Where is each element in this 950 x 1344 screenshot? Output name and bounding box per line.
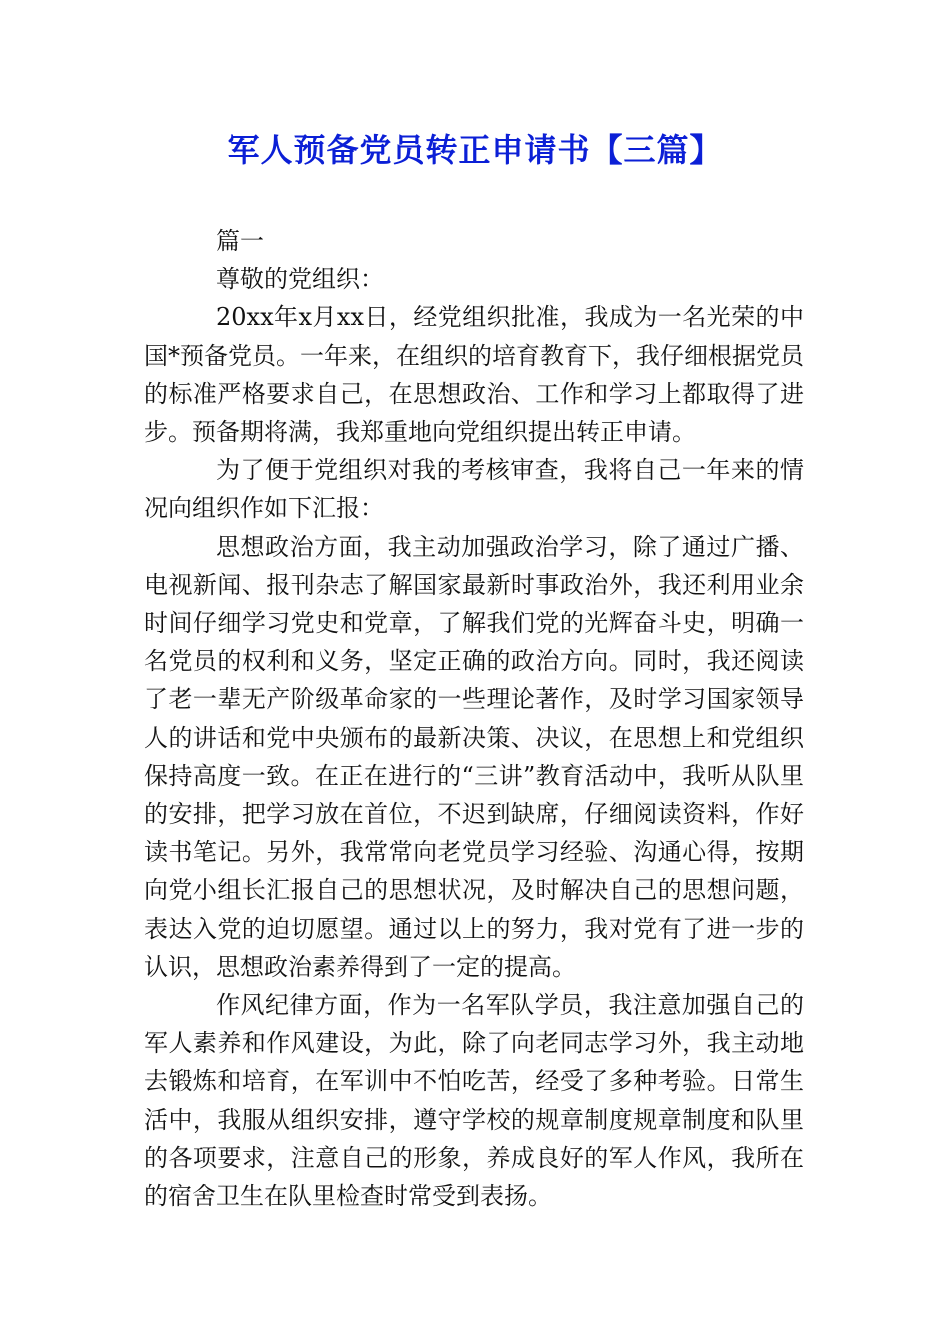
paragraph-report-lead: 为了便于党组织对我的考核审查，我将自己一年来的情况向组织作如下汇报： [144, 456, 804, 523]
document-body [144, 222, 804, 1215]
document-title: 军人预备党员转正申请书【三篇】 [227, 131, 723, 169]
paragraph-political-thought: 思想政治方面，我主动加强政治学习，除了通过广播、电视新闻、报刊杂志了解国家最新时事政治外，我还利用业余时间仔细学习党史和党章，了解我们党的光辉奋斗史，明确一名党员的权利和义务，坚定正确的政治方向。同时，我还阅读了老一辈无产阶级革命家的一些理论著作，及时学习国家领导人的讲话和党中央颁布的最新决策、决议，在思想上和党组织保持高度一致。在正在进行的“三讲”教育活动中，我听从队里的安排，把学习放在首位，不迟到缺席，仔细阅读资料，作好读书笔记。另外，我常常向老党员学习经验、沟通心得，按期向党小组长汇报自己的思想状况，及时解决自己的思想问题，表达入党的迫切愿望。通过以上的努力，我对党有了进一步的认识，思想政治素养得到了一定的提高。 [144, 532, 804, 981]
section-heading: 篇一 [216, 227, 264, 255]
salutation: 尊敬的党组织： [216, 265, 384, 294]
paragraph-intro: 20xx年x月xx日，经党组织批准，我成为一名光荣的中国*预备党员。一年来，在组织的培育教育下，我仔细根据党员的标准严格要求自己，在思想政治、工作和学习上都取得了进步。预备期将满，我郑重地向党组织提出转正申请。 [144, 303, 804, 447]
paragraph-discipline: 作风纪律方面，作为一名军队学员，我注意加强自己的军人素养和作风建设，为此，除了向老同志学习外，我主动地去锻炼和培育，在军训中不怕吃苦，经受了多种考验。日常生活中，我服从组织安排，遵守学校的规章制度规章制度和队里的各项要求，注意自己的形象，养成良好的军人作风，我所在的宿舍卫生在队里检查时常受到表扬。 [144, 991, 804, 1211]
